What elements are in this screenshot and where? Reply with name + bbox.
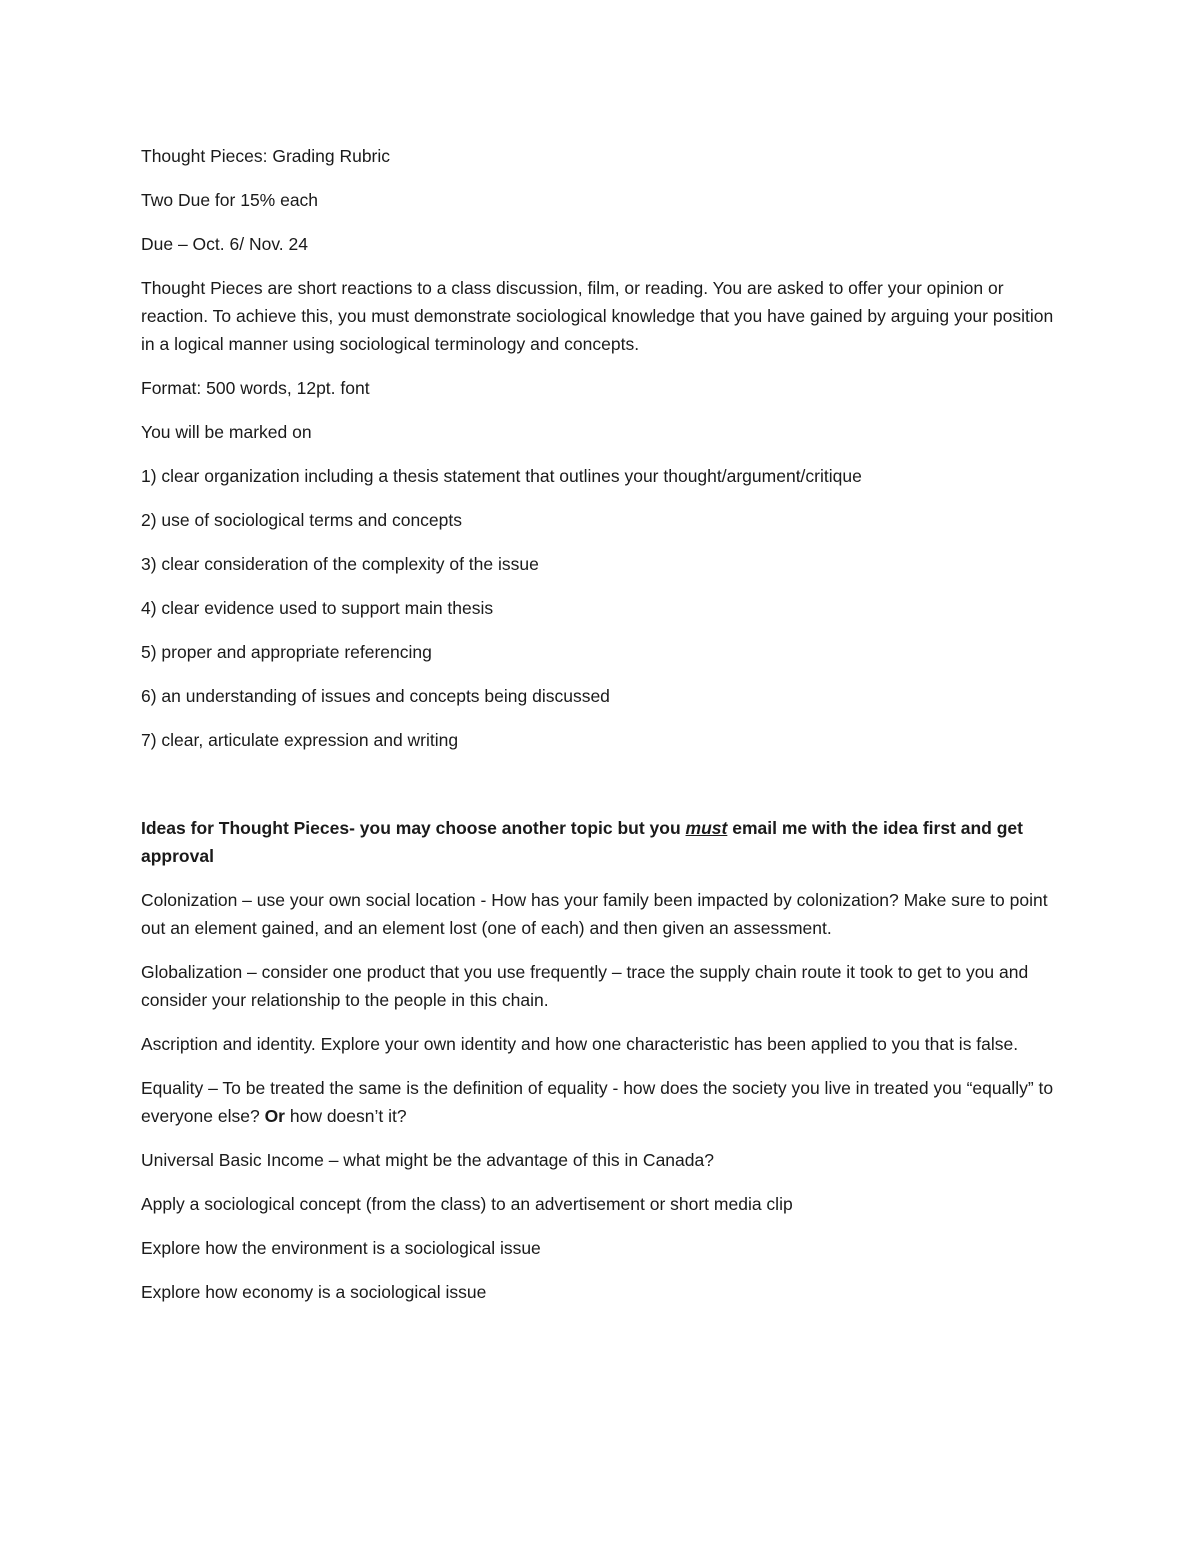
criterion-4: 4) clear evidence used to support main thesis	[141, 598, 494, 618]
ideas-heading-part2: email me with the idea first and get approval	[141, 818, 1023, 866]
weight-line: Two Due for 15% each	[141, 190, 319, 210]
idea-basic-income: Universal Basic Income – what might be the advantage of this in Canada?	[141, 1150, 714, 1170]
idea-equality	[141, 1074, 1060, 1130]
idea-environment: Explore how the environment is a sociological issue	[141, 1238, 541, 1258]
criterion-7: 7) clear, articulate expression and writing	[141, 730, 459, 750]
criterion-2: 2) use of sociological terms and concepts	[141, 510, 462, 530]
idea-globalization: Globalization – consider one product that you use frequently – trace the supply chain route it took to get to you and consider your relationship to the people in this chain.	[141, 962, 1029, 1010]
ideas-heading-emphasis: must	[685, 818, 728, 838]
idea-economy: Explore how economy is a sociological issue	[141, 1282, 487, 1302]
ideas-heading	[141, 814, 1060, 870]
criterion-3: 3) clear consideration of the complexity of the issue	[141, 554, 539, 574]
ideas-heading-part1: Ideas for Thought Pieces- you may choose another topic but you	[141, 818, 686, 838]
idea-colonization: Colonization – use your own social location - How has your family been impacted by colonization? Make sure to point out an element gained, and an element lost (one of each) and then given an assessment.	[141, 890, 1048, 938]
format-line: Format: 500 words, 12pt. font	[141, 378, 370, 398]
idea-media-clip: Apply a sociological concept (from the class) to an advertisement or short media clip	[141, 1194, 793, 1214]
marked-on-line: You will be marked on	[141, 422, 312, 442]
criterion-6: 6) an understanding of issues and concepts being discussed	[141, 686, 610, 706]
equality-tail: how doesn’t it?	[285, 1106, 407, 1126]
equality-text: Equality – To be treated the same is the definition of equality - how does the society you live in treated you “equally” to everyone else?	[141, 1078, 1054, 1126]
due-line: Due – Oct. 6/ Nov. 24	[141, 234, 308, 254]
intro-paragraph: Thought Pieces are short reactions to a class discussion, film, or reading. You are asked to offer your opinion or reaction. To achieve this, you must demonstrate sociological knowledge that you have gained by arguing your position in a logical manner using sociological terminology and concepts.	[141, 278, 1054, 354]
equality-bold: Or	[264, 1106, 285, 1126]
idea-ascription: Ascription and identity. Explore your own identity and how one characteristic has been applied to you that is false.	[141, 1034, 1019, 1054]
criterion-1: 1) clear organization including a thesis statement that outlines your thought/argument/critique	[141, 466, 862, 486]
criterion-5: 5) proper and appropriate referencing	[141, 642, 432, 662]
doc-title: Thought Pieces: Grading Rubric	[141, 146, 391, 166]
